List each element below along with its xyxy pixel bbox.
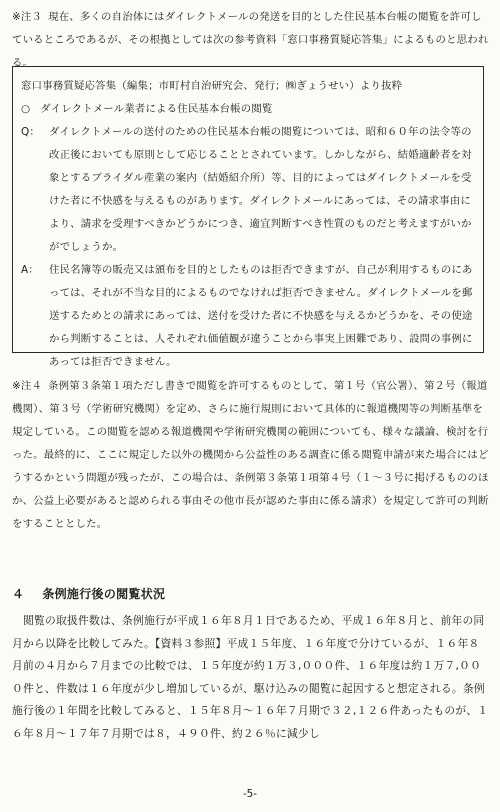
answer-block	[21, 259, 475, 374]
note-3-text: 現在、多くの自治体にはダイレクトメールの発送を目的とした住民基本台帳の閲覧を許可しているところであるが、その根拠としては次の参考資料「窓口事務質疑応答集」によるものと思われる。	[12, 11, 489, 69]
circle-bullet-icon: ○	[21, 103, 31, 115]
note-4-tag: ※注４	[12, 380, 43, 392]
reference-item-title: ダイレクトメール業者による住民基本台帳の閲覧	[40, 103, 273, 115]
question-label: Q：	[21, 126, 40, 138]
note-4	[12, 375, 490, 536]
section-body-text: 閲覧の取扱件数は、条例施行が平成１６年８月１日であるため、平成１６年８月と、前年の同月から以降を比較してみた。【資料３参照】平成１５年度、１６年度で分けているが、１６年８月前の４月から７月までの比較では、１５年度が約１万３,０００件、１６年度は約１万７,０００件と、件数は１６年度が少し増加しているが、駆け込みの閲覧に起因すると想定される。条例施行後の１年間を比較してみると、１５年８月〜１６年７月期で３２,１２６件あったものが、１６年８月〜１７年７月期では８，４９０件、約２６％に減少し	[12, 614, 489, 740]
note-3-tag: ※注３	[12, 11, 43, 23]
section-body	[12, 610, 490, 746]
question-block	[21, 121, 475, 259]
section-title: 条例施行後の閲覧状況	[42, 587, 166, 601]
section-heading	[12, 585, 490, 602]
note-4-text: 条例第３条第１項ただし書きで閲覧を許可するものとして、第１号（官公署）、第２号（報道機関）、第３号（学術研究機関）を定め、さらに施行規則において具体的に報道機関等の判断基準を規定している。この閲覧を認める報道機関や学術研究機関の範囲についても、様々な議論、検討を行った。最終的に、ここに規定した以外の機関から公益性のある調査に係る閲覧申請が来た場合にはどうするかという問題が残ったが、この場合は、条例第３条第１項第４号（１〜３号に掲げるもののほか、公益上必要があると認められる事由その他市長が認めた事由に係る請求）を規定して許可の判断をすることとした。	[12, 380, 489, 530]
note-3	[12, 6, 490, 75]
section-number: ４	[12, 587, 25, 601]
reference-item	[21, 98, 475, 121]
answer-label: A：	[21, 264, 39, 276]
answer-text: 住民名簿等の販売又は頒布を目的としたものは拒否できますが、自己が利用するものにあっては、それが不当な目的によるものでなければ拒否できません。ダイレクトメールを郵送するためとの請求にあっては、送付を受けた者に不快感を与えるかどうかを、その使途から判断することは、人それぞれ価値観が違うことから事実上困難であり、設問の事例にあっては拒否できません。	[49, 264, 473, 368]
page-number: -5-	[242, 788, 258, 800]
reference-source: 窓口事務質疑応答集（編集；市町村自治研究会、発行；㈱ぎょうせい）より抜粋	[21, 80, 403, 92]
question-text: ダイレクトメールの送付のための住民基本台帳の閲覧については、昭和６０年の法令等の改正後においても原則として応じることとされています。しかしながら、結婚適齢者を対象とするブライダル産業の案内（結婚紹介所）等、目的によってはダイレクトメールを受けた者に不快感を与えるものがあります。ダイレクトメールにあっては、その請求事由により、請求を受理すべきかどうかにつき、適宜判断すべき性質のものだと考えますがいかがでしょうか。	[49, 126, 472, 253]
reference-box	[12, 66, 484, 368]
